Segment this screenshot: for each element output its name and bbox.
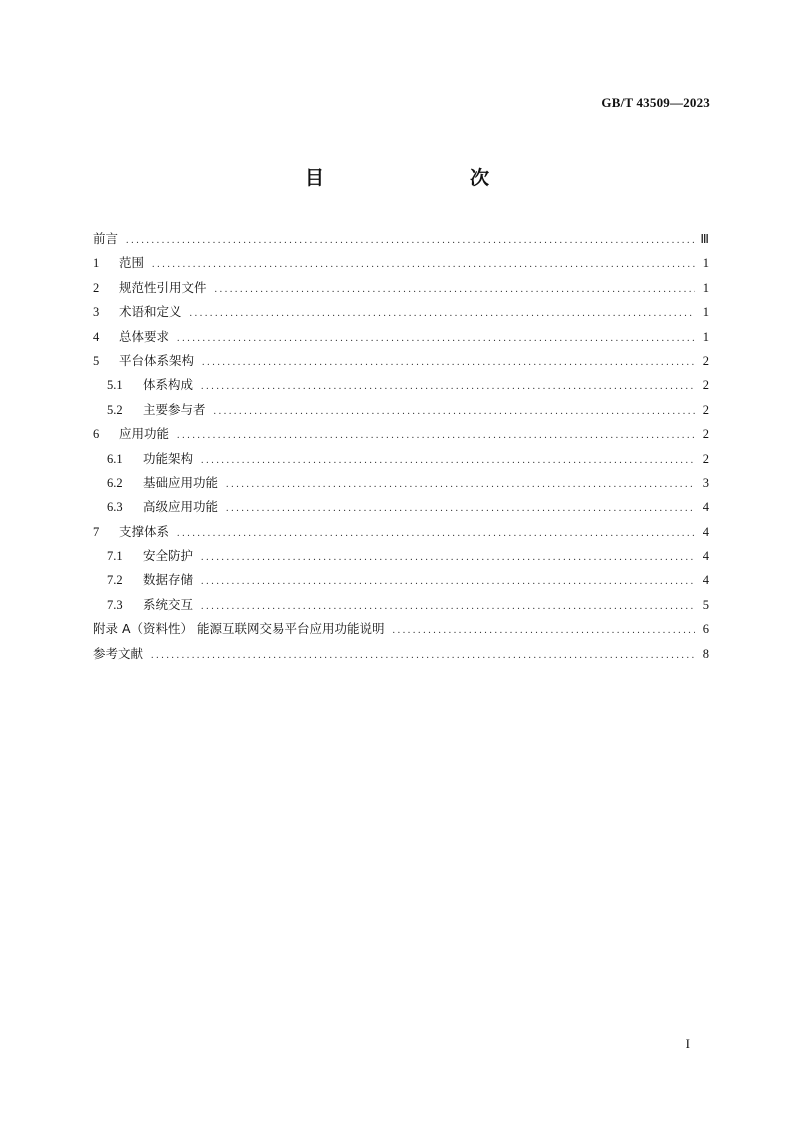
toc-number: 7.2: [107, 573, 123, 588]
toc-page: 3: [702, 475, 709, 490]
toc-label: 高级应用功能: [143, 499, 219, 515]
toc-page: Ⅲ: [700, 232, 709, 246]
toc-page: 2: [702, 427, 709, 442]
toc-number: 1: [93, 256, 100, 271]
toc-page: 4: [702, 573, 709, 588]
toc-label: 功能架构: [143, 450, 194, 466]
toc-leader: [201, 381, 695, 392]
toc-page: 1: [702, 280, 709, 295]
toc-label: 总体要求: [119, 328, 170, 344]
toc-leader: [177, 333, 695, 344]
toc-leader: [177, 528, 695, 539]
toc-page: 4: [702, 549, 709, 564]
toc-page: 2: [702, 353, 709, 368]
toc-leader: [151, 650, 695, 661]
toc-number: 5.2: [107, 402, 123, 417]
toc-number: 7.3: [107, 597, 123, 612]
toc-page: 1: [702, 329, 709, 344]
toc-number: 5: [93, 353, 100, 368]
toc-leader: [201, 576, 695, 587]
page-title: 目 次: [304, 167, 525, 189]
toc-entry[interactable]: [93, 253, 709, 277]
toc-page: 2: [702, 378, 709, 393]
toc-entry[interactable]: [93, 473, 709, 497]
toc-leader: [202, 357, 695, 368]
toc-leader: [126, 235, 695, 246]
toc-leader: [177, 430, 695, 441]
toc-page: 5: [702, 597, 709, 612]
toc-page: 1: [702, 305, 709, 320]
toc-entry[interactable]: [93, 644, 709, 668]
toc-entry[interactable]: [93, 497, 709, 521]
toc-number: 4: [93, 329, 100, 344]
toc-label: 应用功能: [119, 426, 170, 442]
toc-entry[interactable]: [93, 278, 709, 302]
toc-number: 6.1: [107, 451, 123, 466]
toc-number: 7: [93, 524, 100, 539]
toc-entry[interactable]: [93, 302, 709, 326]
toc-entry[interactable]: [93, 375, 709, 399]
toc-page: 6: [702, 622, 709, 637]
toc-number: 2: [93, 280, 100, 295]
toc-leader: [215, 284, 695, 295]
toc-label: 参考文献: [93, 645, 144, 661]
toc-label: 系统交互: [143, 596, 194, 612]
toc-leader: [393, 625, 696, 636]
toc-entry[interactable]: [93, 327, 709, 351]
toc-number: 5.1: [107, 378, 123, 393]
toc-label: 安全防护: [143, 548, 194, 564]
toc-leader: [201, 552, 695, 563]
toc-leader: [201, 455, 695, 466]
toc-entry[interactable]: [93, 351, 709, 375]
toc-page: 2: [702, 451, 709, 466]
toc-number: 6.2: [107, 475, 123, 490]
toc-page: 4: [702, 524, 709, 539]
toc-entry[interactable]: [93, 229, 709, 253]
toc-page: 8: [702, 646, 709, 661]
toc-entry[interactable]: [93, 522, 709, 546]
toc-entry[interactable]: [93, 595, 709, 619]
toc-page: 4: [702, 500, 709, 515]
toc-label: 数据存储: [143, 572, 194, 588]
toc-entry[interactable]: [93, 570, 709, 594]
toc-label: 规范性引用文件: [119, 279, 207, 295]
toc-entry[interactable]: [93, 400, 709, 424]
standard-number: GB/T 43509—2023: [601, 95, 710, 110]
toc-label: 体系构成: [143, 377, 194, 393]
toc-label: 基础应用功能: [143, 474, 219, 490]
toc-page: 1: [702, 256, 709, 271]
toc-page: 2: [702, 402, 709, 417]
toc-number: 6: [93, 427, 100, 442]
toc-leader: [190, 308, 695, 319]
table-of-contents: [93, 229, 709, 668]
toc-number: 7.1: [107, 549, 123, 564]
toc-label: 前言: [93, 231, 119, 246]
toc-label: 支撑体系: [119, 523, 170, 539]
toc-number: 3: [93, 305, 100, 320]
toc-entry[interactable]: [93, 424, 709, 448]
toc-leader: [226, 479, 695, 490]
toc-label: 术语和定义: [119, 304, 182, 320]
toc-entry[interactable]: [93, 619, 709, 643]
toc-label: 范围: [119, 255, 145, 271]
page-number: I: [685, 1036, 690, 1051]
toc-leader: [201, 601, 695, 612]
toc-leader: [214, 406, 695, 417]
toc-number: 6.3: [107, 500, 123, 515]
toc-label: 附录 A（资料性） 能源互联网交易平台应用功能说明: [93, 621, 385, 637]
toc-entry[interactable]: [93, 546, 709, 570]
toc-entry[interactable]: [93, 449, 709, 473]
toc-leader: [226, 503, 695, 514]
toc-label: 主要参与者: [143, 401, 206, 417]
toc-leader: [152, 259, 695, 270]
toc-label: 平台体系架构: [119, 352, 195, 368]
